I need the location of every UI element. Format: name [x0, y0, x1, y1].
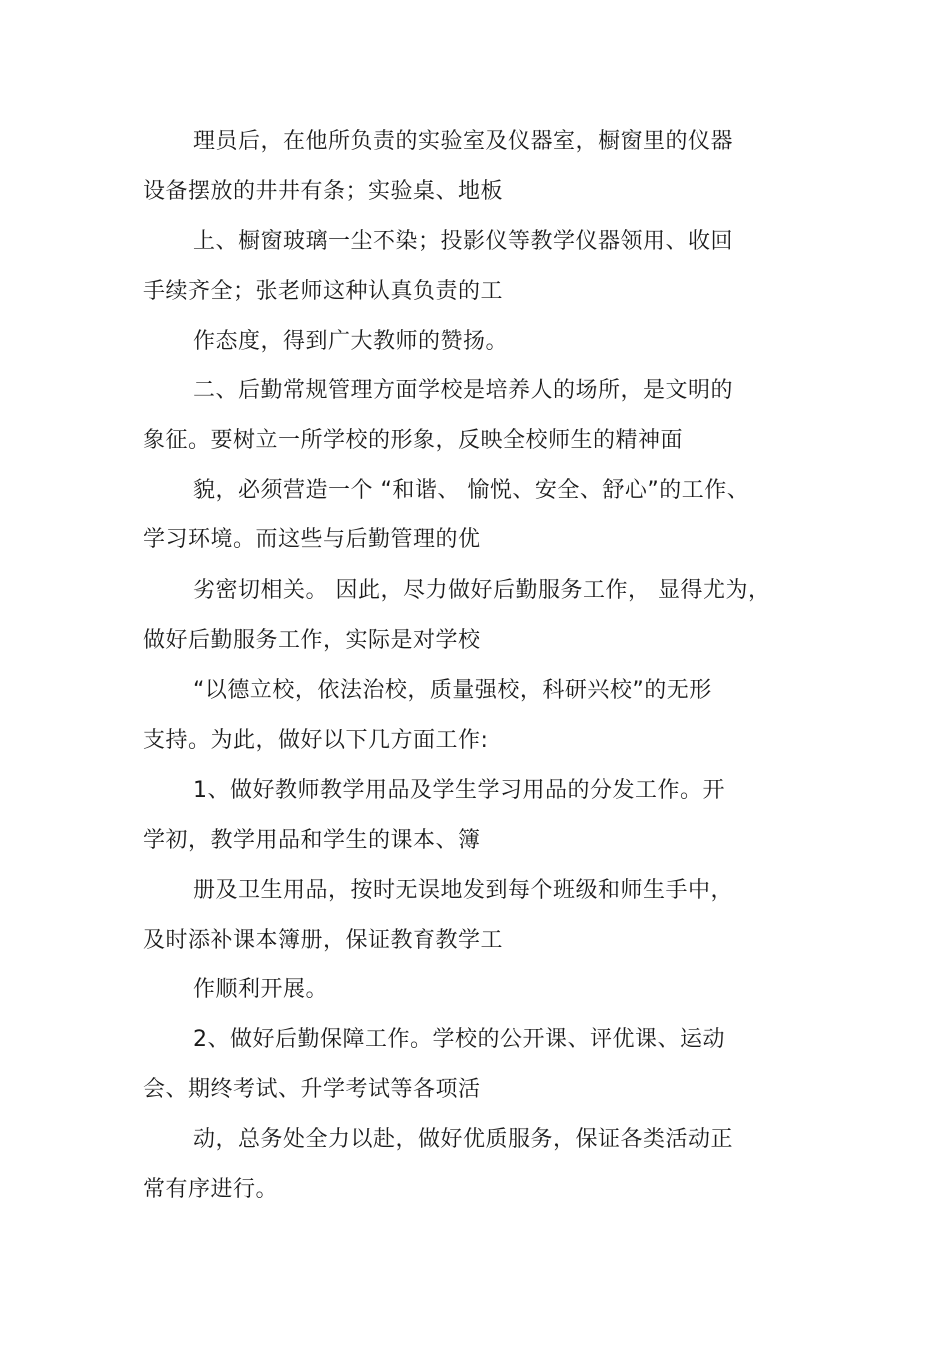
text-line: 设备摆放的井井有条；实验桌、地板	[143, 179, 504, 204]
text-line: 支持。为此，做好以下几方面工作:	[143, 728, 489, 753]
text-line: 手续齐全；张老师这种认真负责的工	[143, 279, 504, 304]
text-line: 作态度，得到广大教师的赞扬。	[193, 329, 509, 354]
text-line: 动，总务处全力以赴，做好优质服务，保证各类活动正	[193, 1127, 734, 1152]
text-line: 学习环境。而这些与后勤管理的优	[143, 527, 481, 552]
text-line: 册及卫生用品，按时无误地发到每个班级和师生手中，	[193, 878, 734, 903]
text-line: 貌，必须营造一个 “和谐、 愉悦、安全、舒心”的工作、	[193, 478, 750, 503]
text-line: 做好后勤服务工作，实际是对学校	[143, 628, 481, 653]
text-line: 二、后勤常规管理方面学校是培养人的场所，是文明的	[193, 378, 734, 403]
text-line: 1、做好教师教学用品及学生学习用品的分发工作。开	[193, 778, 725, 803]
text-line: 2、做好后勤保障工作。学校的公开课、评优课、运动	[193, 1027, 725, 1052]
text-line: 劣密切相关。 因此，尽力做好后勤服务工作， 显得尤为，	[193, 578, 771, 603]
text-line: “以德立校，依法治校，质量强校，科研兴校”的无形	[193, 678, 712, 703]
text-line: 及时添补课本簿册，保证教育教学工	[143, 928, 504, 953]
text-line: 会、期终考试、升学考试等各项活	[143, 1077, 481, 1102]
text-line: 常有序进行。	[143, 1177, 279, 1202]
text-line: 作顺利开展。	[193, 977, 329, 1002]
text-line: 学初，教学用品和学生的课本、簿	[143, 828, 481, 853]
text-line: 象征。要树立一所学校的形象，反映全校师生的精神面	[143, 428, 684, 453]
text-line: 理员后，在他所负责的实验室及仪器室，橱窗里的仪器	[193, 129, 734, 154]
text-line: 上、橱窗玻璃一尘不染；投影仪等教学仪器领用、收回	[193, 229, 734, 254]
